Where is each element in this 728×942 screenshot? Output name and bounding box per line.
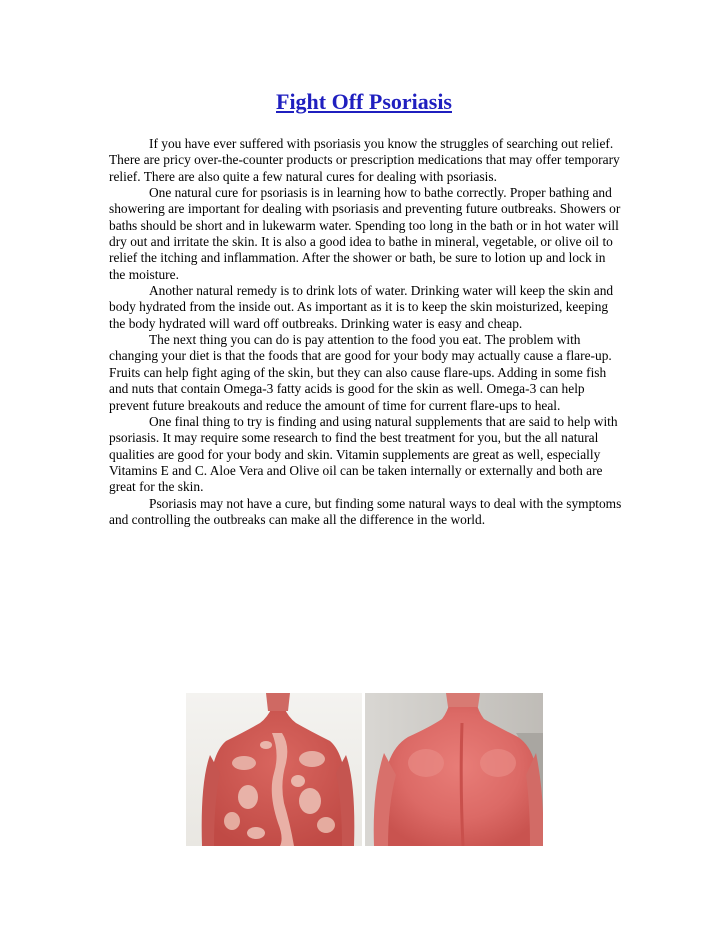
paragraph-diet: The next thing you can do is pay attention to the food you eat. The problem with changing your diet is that the foods that are good for your body may actually cause a flare-up. Fruits can help fight aging of the skin, but they can also cause flare-ups. Adding in some fish and nuts that contain Omega-3 fatty acids is good for the skin as well. Omega-3 can help prevent future breakouts and reduce the amount of time for current flare-ups to heal.: [109, 332, 612, 413]
paragraph-conclusion: Psoriasis may not have a cure, but finding some natural ways to deal with the symptoms and controlling the outbreaks can make all the difference in the world.: [109, 495, 622, 527]
document-body: [109, 136, 625, 528]
paragraph-intro: If you have ever suffered with psoriasis you know the struggles of searching out relief. There are pricy over-the-counter products or prescription medications that may offer temporary relief. There are also quite a few natural cures for dealing with psoriasis.: [109, 136, 620, 184]
paragraph-bathing: One natural cure for psoriasis is in learning how to bathe correctly. Proper bathing and showering are important for dealing with psoriasis and preventing future outbreaks. Showers or baths should be short and in lukewarm water. Spending too long in the bath or in hot water will dry out and irritate the skin. It is also a good idea to bathe in mineral, vegetable, or olive oil to relief the itching and inflammation. After the shower or bath, be sure to lotion up and lock in the moisture.: [109, 185, 621, 282]
document-title: Fight Off Psoriasis: [276, 89, 452, 114]
psoriasis-backs-photo: [186, 693, 543, 846]
paragraph-water: Another natural remedy is to drink lots of water. Drinking water will keep the skin and body hydrated from the inside out. As important as it is to keep the skin moisturized, keeping the body hydrated will ward off outbreaks. Drinking water is easy and cheap.: [109, 283, 614, 331]
photo-divider: [362, 693, 365, 846]
paragraph-supplements: One final thing to try is finding and using natural supplements that are said to help with psoriasis. It may require some research to find the best treatment for you, but the all natural qualities are good for your body and skin. Vitamin supplements are great as well, especially Vitamins E and C. Aloe Vera and Olive oil can be taken internally or externally and both are great for the skin.: [109, 413, 618, 495]
